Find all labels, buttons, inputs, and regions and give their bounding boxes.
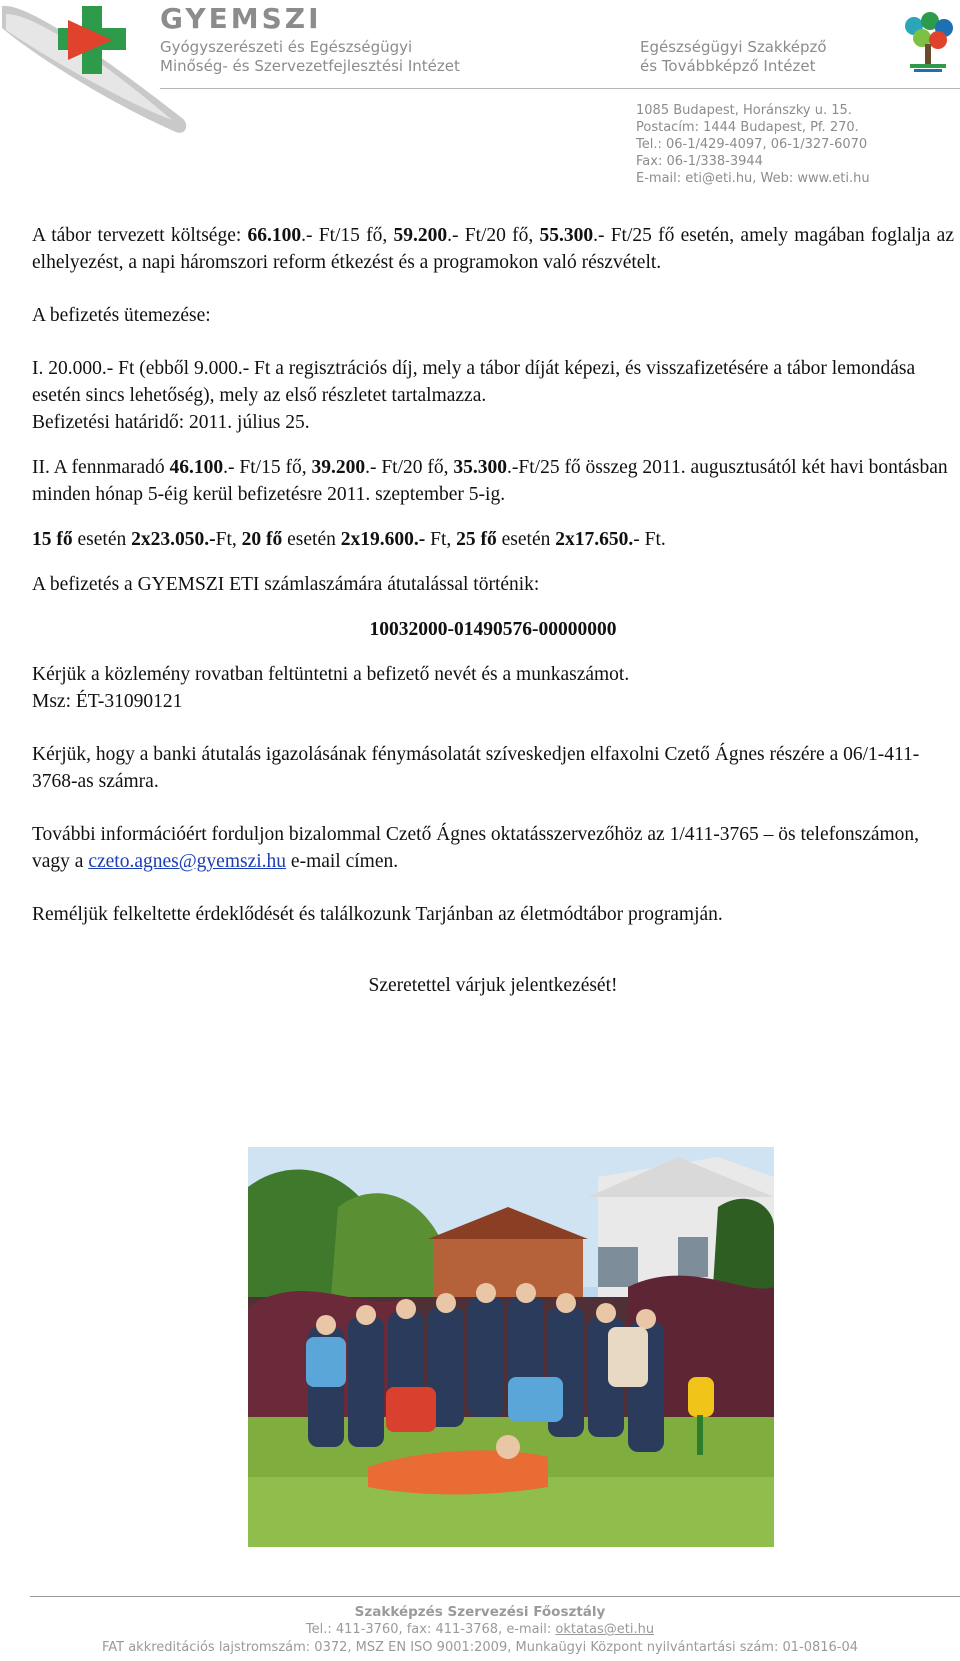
fax: Fax: 06-1/338-3944 [636,154,763,169]
account-number: 10032000-01490576-00000000 [369,619,617,640]
group-photo [248,1147,774,1547]
footer-email-link[interactable]: oktatas@eti.hu [555,1622,655,1637]
email-web: E-mail: eti@eti.hu, Web: www.eti.hu [636,171,870,186]
institute-right [640,38,827,76]
work-number: Msz: ÉT-31090121 [32,691,183,712]
first-installment: I. 20.000.- Ft (ebből 9.000.- Ft a regisztrációs díj, mely a tábor díját képezi, és visszafizetésére a tábor lemondása esetén sincs lehetőség), mely az első részletet tartalmazza. [32,358,916,406]
brand-name: GYEMSZI [160,2,322,35]
letterhead [0,0,960,200]
signoff: Szeretettel várjuk jelentkezését! [368,975,618,996]
contact-email-link[interactable]: czeto.agnes@gyemszi.hu [88,851,287,872]
telephone: Tel.: 06-1/429-4097, 06-1/327-6070 [636,137,868,152]
second-installment: II. A fennmaradó 46.100.- Ft/15 fő, 39.200.- Ft/20 fő, 35.300.-Ft/25 fő összeg 2011. augusztusától két havi bontásban minden hónap 5-éig kerül befizetésre 2011. szeptember 5-ig. [32,457,948,505]
footer-contact: Tel.: 411-3760, fax: 411-3768, e-mail: oktatas@eti.hu [305,1622,655,1637]
institute-left [160,38,460,76]
institute-left-line2: Minőség- és Szervezetfejlesztési Intézet [160,57,460,75]
institute-right-line1: Egészségügyi Szakképző [640,38,827,56]
footer-department: Szakképzés Szervezési Főosztály [354,1604,606,1620]
address: 1085 Budapest, Horánszky u. 15. [636,103,852,118]
schedule-title: A befizetés ütemezése: [32,305,211,326]
letter-body [32,222,954,999]
notice-instruction: Kérjük a közlemény rovatban feltüntetni a befizető nevét és a munkaszámot. [32,664,630,685]
cost-paragraph: A tábor tervezett költsége: 66.100.- Ft/15 fő, 59.200.- Ft/20 fő, 55.300.- Ft/25 fő esetén, amely magában foglalja az elhelyezést, a napi háromszori reform étkezést és a programokon való részvételt. [32,225,954,273]
info-paragraph: További információért forduljon bizalommal Czető Ágnes oktatásszervezőhöz az 1/411-3765 – ös telefonszámon, vagy a czeto.agnes@gyemszi.hu e-mail címen. [32,824,920,872]
first-deadline: Befizetési határidő: 2011. július 25. [32,412,310,433]
letter-footer [0,1603,960,1657]
institute-left-line1: Gyógyszerészeti és Egészségügyi [160,38,413,56]
postal-address: Postacím: 1444 Budapest, Pf. 270. [636,120,859,135]
eti-tree-logo-icon [900,12,956,74]
footer-divider [30,1596,960,1597]
institute-right-line2: és Továbbképző Intézet [640,57,816,75]
fax-request: Kérjük, hogy a banki átutalás igazolásának fénymásolatát szíveskedjen elfaxolni Czető Ágnes részére a 06/1-411-3768-as számra. [32,744,920,792]
closing-paragraph: Reméljük felkeltette érdeklődését és találkozunk Tarjánban az életmódtábor programján. [32,904,723,925]
footer-accreditation: FAT akkreditációs lajstromszám: 0372, MSZ EN ISO 9001:2009, Munkaügyi Központ nyilvántartási szám: 01-0816-04 [101,1640,859,1655]
installment-amounts: 15 fő esetén 2x23.050.-Ft, 20 fő esetén 2x19.600.- Ft, 25 fő esetén 2x17.650.- Ft. [32,529,666,550]
transfer-instruction: A befizetés a GYEMSZI ETI számlaszámára átutalással történik: [32,574,540,595]
institute-contact [636,102,870,187]
header-divider [160,88,960,89]
